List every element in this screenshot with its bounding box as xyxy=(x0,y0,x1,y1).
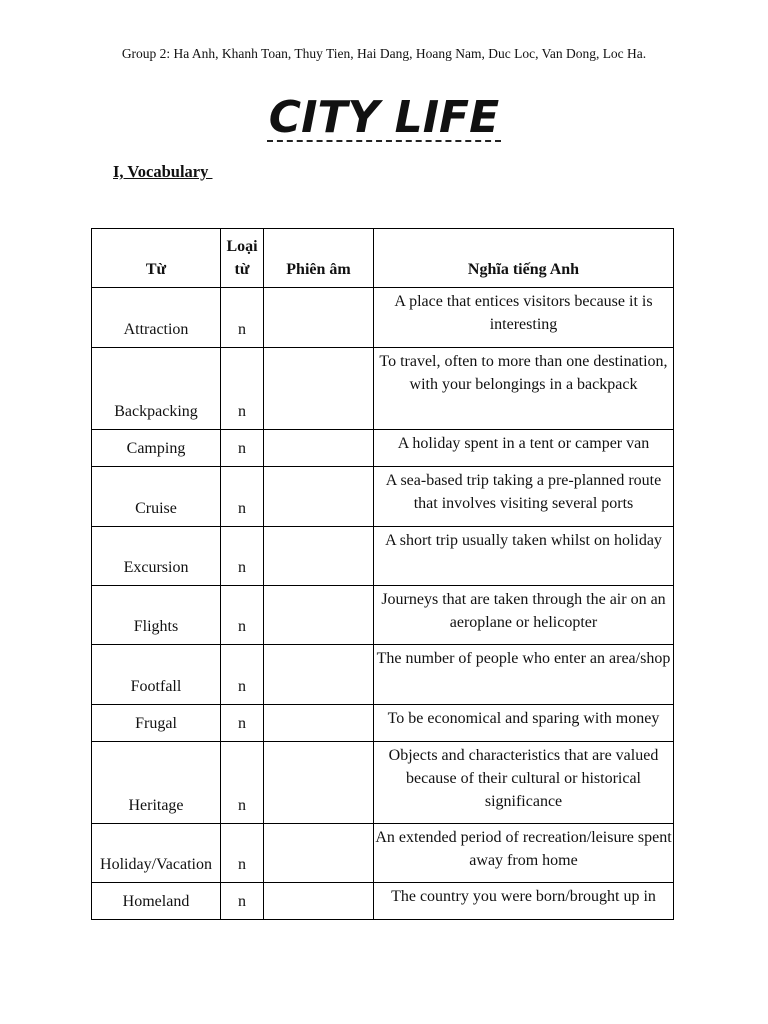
word-cell: Camping xyxy=(92,430,221,467)
table-row xyxy=(92,430,674,467)
word-cell: Backpacking xyxy=(92,348,221,430)
word-type-cell: n xyxy=(221,705,264,742)
meaning-cell: The country you were born/brought up in xyxy=(374,883,674,920)
word-cell: Flights xyxy=(92,586,221,645)
word-type-cell: n xyxy=(221,430,264,467)
word-cell: Footfall xyxy=(92,645,221,705)
phonetic-cell xyxy=(264,742,374,824)
phonetic-cell xyxy=(264,883,374,920)
meaning-cell: The number of people who enter an area/shop xyxy=(374,645,674,705)
word-cell: Holiday/Vacation xyxy=(92,824,221,883)
word-type-cell: n xyxy=(221,348,264,430)
table-row xyxy=(92,586,674,645)
phonetic-cell xyxy=(264,645,374,705)
phonetic-cell xyxy=(264,348,374,430)
word-cell: Excursion xyxy=(92,527,221,586)
meaning-cell: To be economical and sparing with money xyxy=(374,705,674,742)
table-row xyxy=(92,467,674,527)
meaning-cell: A holiday spent in a tent or camper van xyxy=(374,430,674,467)
phonetic-cell xyxy=(264,430,374,467)
column-header-meaning: Nghĩa tiếng Anh xyxy=(374,229,674,288)
column-header-word-type: Loại từ xyxy=(221,229,264,288)
meaning-cell: To travel, often to more than one destination, with your belongings in a backpack xyxy=(374,348,674,430)
section-heading-vocabulary: I, Vocabulary xyxy=(113,162,213,181)
phonetic-cell xyxy=(264,586,374,645)
word-type-cell: n xyxy=(221,824,264,883)
phonetic-cell xyxy=(264,705,374,742)
group-members-line: Group 2: Ha Anh, Khanh Toan, Thuy Tien, Hai Dang, Hoang Nam, Duc Loc, Van Dong, Loc Ha. xyxy=(121,46,647,61)
table-row xyxy=(92,288,674,348)
word-type-cell: n xyxy=(221,288,264,348)
word-cell: Frugal xyxy=(92,705,221,742)
meaning-cell: Objects and characteristics that are valued because of their cultural or historical significance xyxy=(374,742,674,824)
phonetic-cell xyxy=(264,824,374,883)
phonetic-cell xyxy=(264,288,374,348)
meaning-cell: Journeys that are taken through the air on an aeroplane or helicopter xyxy=(374,586,674,645)
column-header-phonetic: Phiên âm xyxy=(264,229,374,288)
word-type-cell: n xyxy=(221,586,264,645)
table-row xyxy=(92,824,674,883)
meaning-cell: A sea-based trip taking a pre-planned route that involves visiting several ports xyxy=(374,467,674,527)
meaning-cell: A short trip usually taken whilst on holiday xyxy=(374,527,674,586)
table-row xyxy=(92,527,674,586)
word-cell: Attraction xyxy=(92,288,221,348)
word-type-cell: n xyxy=(221,883,264,920)
table-row xyxy=(92,742,674,824)
table-row xyxy=(92,645,674,705)
table-row xyxy=(92,883,674,920)
vocabulary-table xyxy=(91,228,674,920)
meaning-cell: A place that entices visitors because it is interesting xyxy=(374,288,674,348)
table-row xyxy=(92,348,674,430)
document-title xyxy=(0,92,768,144)
word-type-cell: n xyxy=(221,527,264,586)
phonetic-cell xyxy=(264,527,374,586)
word-type-cell: n xyxy=(221,742,264,824)
table-header-row xyxy=(92,229,674,288)
table-row xyxy=(92,705,674,742)
word-cell: Heritage xyxy=(92,742,221,824)
phonetic-cell xyxy=(264,467,374,527)
word-cell: Cruise xyxy=(92,467,221,527)
word-type-cell: n xyxy=(221,467,264,527)
word-type-cell: n xyxy=(221,645,264,705)
word-cell: Homeland xyxy=(92,883,221,920)
meaning-cell: An extended period of recreation/leisure spent away from home xyxy=(374,824,674,883)
document-title-text: CITY LIFE xyxy=(268,92,500,143)
column-header-word: Từ xyxy=(92,229,221,288)
